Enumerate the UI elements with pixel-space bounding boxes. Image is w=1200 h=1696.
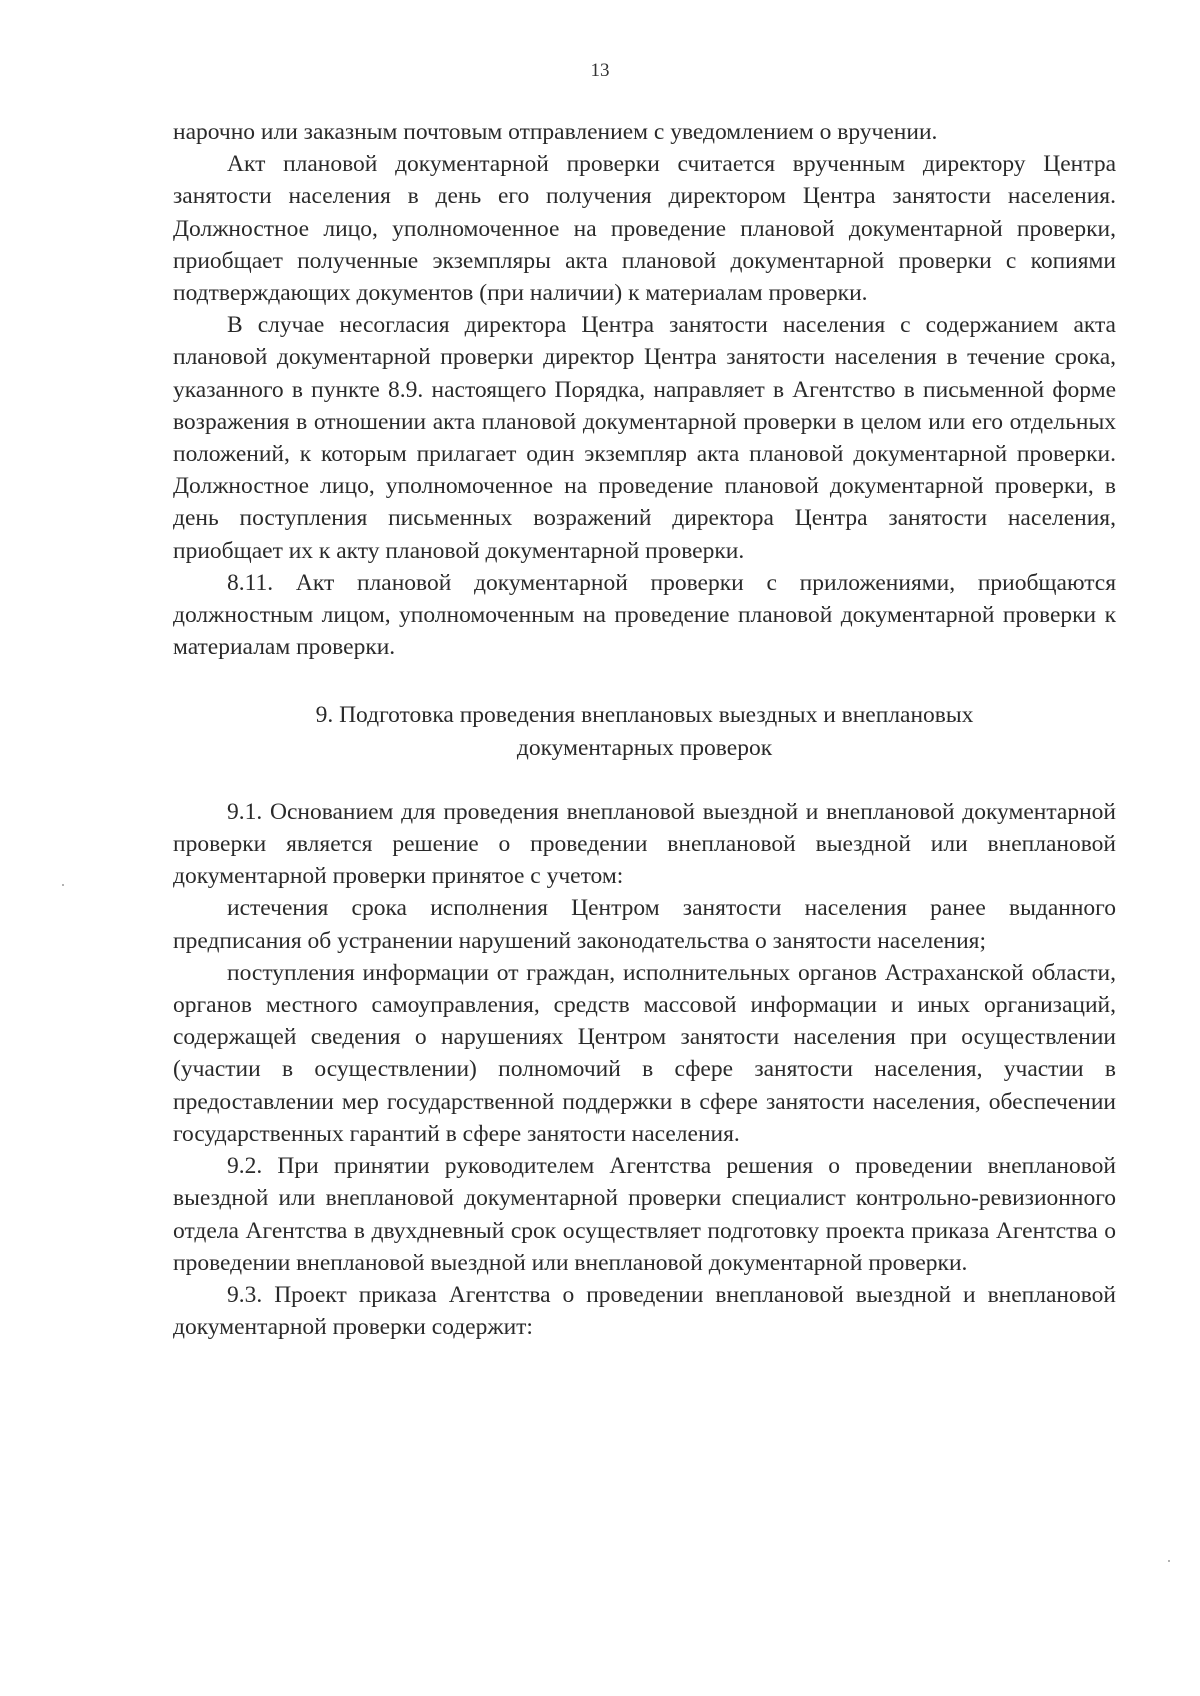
paragraph: 9.2. При принятии руководителем Агентства решения о проведении внеплановой выездной или внеплановой документарной проверки специалист контрольно-ревизионного отдела Агентства в двухдневный срок осуществляет подготовку проекта приказа Агентства о проведении внеплановой выездной или внеплановой документарной проверки. (173, 1153, 1116, 1276)
document-body (173, 116, 1116, 1343)
paragraph: В случае несогласия директора Центра занятости населения с содержанием акта плановой документарной проверки директор Центра занятости населения в течение срока, указанного в пункте 8.9. настоящего Порядка, направляет в Агентство в письменной форме возражения в отношении акта плановой документарной проверки в целом или его отдельных положений, к которым прилагает один экземпляр акта плановой документарной проверки. Должностное лицо, уполномоченное на проведение плановой документарной проверки, в день поступления письменных возражений директора Центра занятости населения, приобщает их к акту плановой документарной проверки. (173, 312, 1116, 564)
paragraph: нарочно или заказным почтовым отправлением с уведомлением о вручении. (173, 119, 938, 145)
paragraph: поступления информации от граждан, исполнительных органов Астраханской области, органов местного самоуправления, средств массовой информации и иных организаций, содержащей сведения о нарушениях Центром занятости населения при осуществлении (участии в осуществлении) полномочий в сфере занятости населения, участии в предоставлении мер государственной поддержки в сфере занятости населения, обеспечении государственных гарантий в сфере занятости населения. (173, 959, 1116, 1147)
section-heading-line: 9. Подготовка проведения внеплановых выездных и внеплановых (315, 702, 974, 729)
paragraph: истечения срока исполнения Центром занятости населения ранее выданного предписания об устранении нарушений законодательства о занятости населения; (173, 895, 1116, 954)
paragraph: 9.1. Основанием для проведения внеплановой выездной и внеплановой документарной проверки является решение о проведении внеплановой выездной или внеплановой документарной проверки принятое с учетом: (173, 798, 1116, 890)
paragraph: 9.3. Проект приказа Агентства о проведении внеплановой выездной и внеплановой документарной проверки содержит: (173, 1281, 1116, 1341)
page-number: 13 (590, 60, 610, 81)
paragraph: Акт плановой документарной проверки считается врученным директору Центра занятости населения в день его получения директором Центра занятости населения. Должностное лицо, уполномоченное на проведение плановой документарной проверки, приобщает полученные экземпляры акта плановой документарной проверки с копиями подтверждающих документов (при наличии) к материалам проверки. (173, 151, 1116, 307)
section-heading (173, 699, 1116, 763)
paragraph: 8.11. Акт плановой документарной проверки с приложениями, приобщаются должностным лицом, уполномоченным на проведение плановой документарной проверки к материалам проверки. (173, 569, 1116, 661)
scan-speck (1168, 1560, 1170, 1562)
section-heading-line: документарных проверок (516, 734, 773, 761)
scan-speck (62, 884, 64, 886)
